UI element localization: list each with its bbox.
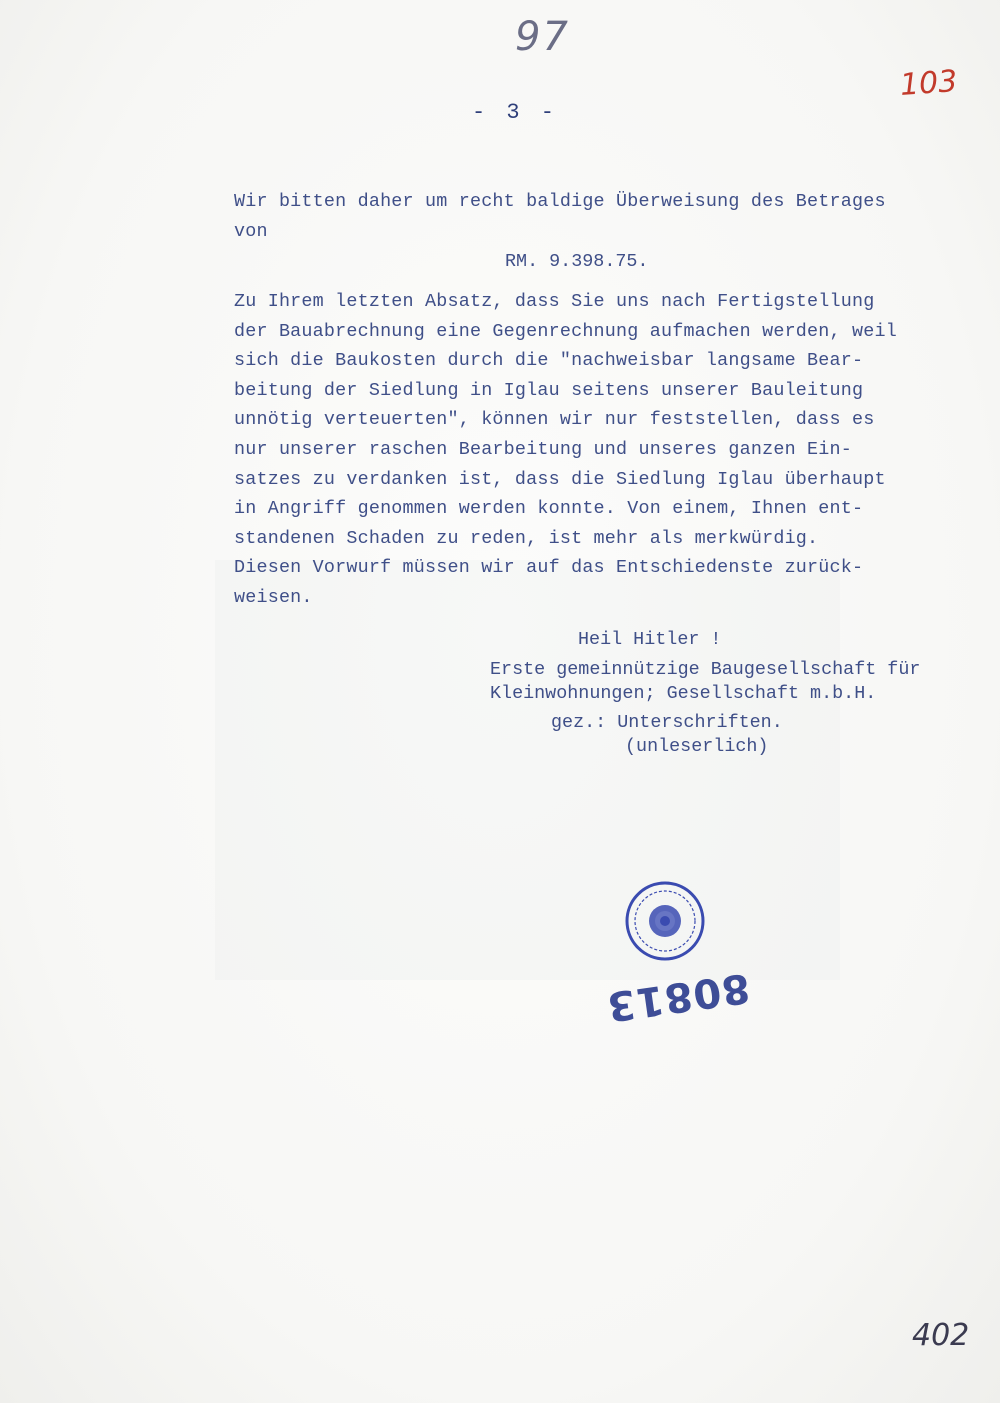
page-number: - 3 - <box>471 100 558 125</box>
archive-seal-stamp <box>624 880 706 962</box>
handwritten-red-number: 103 <box>898 64 959 103</box>
paragraph-1-line-2: von <box>234 221 268 242</box>
signature-illegible-note: (unleserlich) <box>625 736 769 757</box>
handwritten-folio-number: 97 <box>515 14 570 60</box>
bleed-through-area <box>215 560 840 980</box>
amount: RM. 9.398.75. <box>505 251 649 272</box>
archive-stamp-number: 80813 <box>603 963 753 1030</box>
paragraph-2: Zu Ihrem letzten Absatz, dass Sie uns nach Fertigstellung der Bauabrechnung eine Gegenrechnung aufmachen werden, weil sich die Baukosten durch die "nachweisbar langsame Bear- beitung der Siedlung in Iglau seitens unserer Bauleitung unnötig verteuerten", können wir nur feststellen, dass es nur unserer raschen Bearbeitung und unseres ganzen Ein- satzes zu verdanken ist, dass die Siedlung Iglau überhaupt in Angriff genommen werden konnte. Von einem, Ihnen ent- standenen Schaden zu reden, ist mehr als merkwürdig. Diesen Vorwurf müssen wir auf das Entschiedenste zurück- weisen. <box>234 291 897 608</box>
closing-greeting: Heil Hitler ! <box>578 629 722 650</box>
signature-note: gez.: Unterschriften. <box>551 712 783 733</box>
handwritten-page-number: 402 <box>912 1318 970 1353</box>
company-name-line-2: Kleinwohnungen; Gesellschaft m.b.H. <box>490 683 877 704</box>
company-name-line-1: Erste gemeinnützige Baugesellschaft für <box>490 659 921 680</box>
paragraph-1-line-1: Wir bitten daher um recht baldige Überweisung des Betrages <box>234 191 886 212</box>
